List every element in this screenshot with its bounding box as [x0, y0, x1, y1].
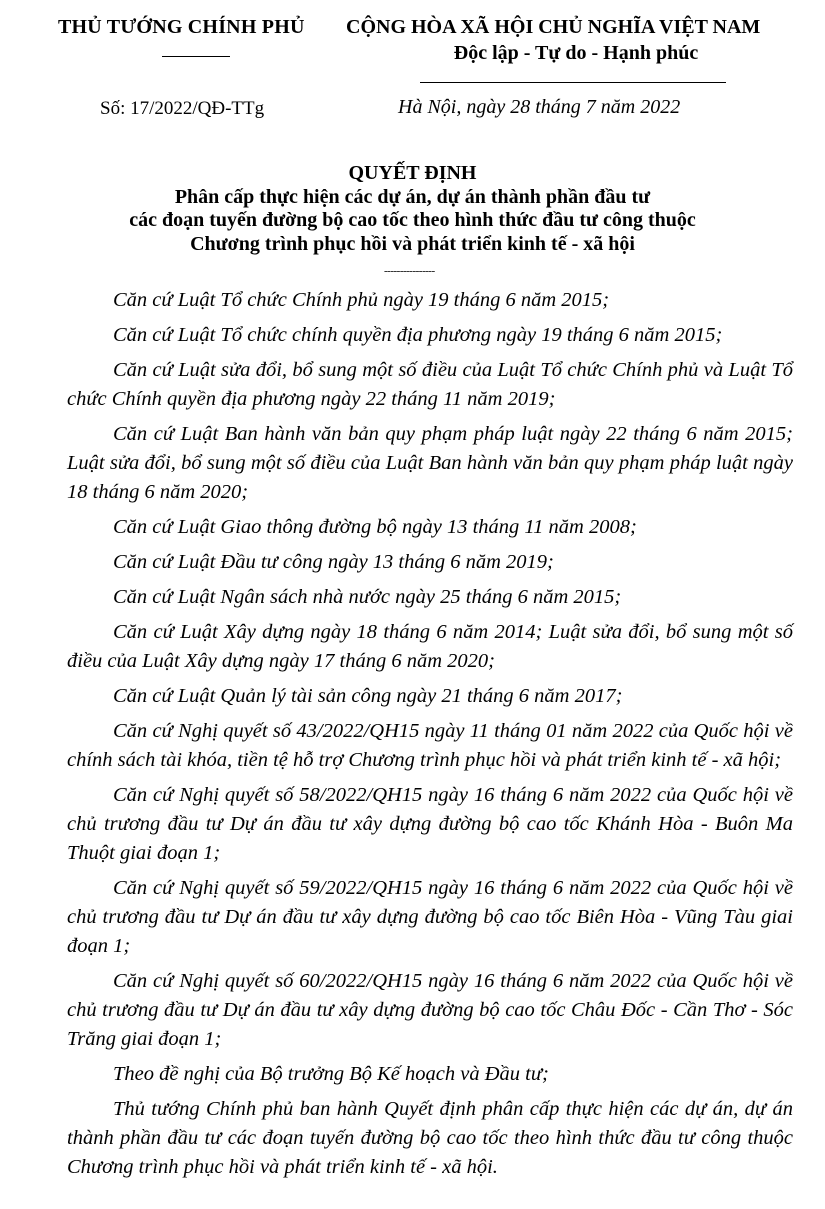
- document-body: [67, 286, 793, 1188]
- title-line-2: các đoạn tuyến đường bộ cao tốc theo hình thức đầu tư công thuộc: [129, 209, 696, 231]
- title-separator: ----------------: [384, 265, 435, 277]
- title-line-3: Chương trình phục hồi và phát triển kinh tế - xã hội: [190, 232, 635, 255]
- paragraph: Căn cứ Luật Đầu tư công ngày 13 tháng 6 năm 2019;: [113, 551, 554, 573]
- national-motto: Độc lập - Tự do - Hạnh phúc: [453, 42, 699, 64]
- paragraph: Căn cứ Luật sửa đổi, bổ sung một số điều của Luật Tổ chức Chính phủ và Luật Tổ chức Chính quyền địa phương ngày 22 tháng 11 năm 2019;: [67, 359, 793, 410]
- paragraph: Căn cứ Nghị quyết số 60/2022/QH15 ngày 16 tháng 6 năm 2022 của Quốc hội về chủ trương đầu tư Dự án đầu tư xây dựng đường bộ cao tốc Châu Đốc - Cần Thơ - Sóc Trăng giai đoạn 1;: [67, 970, 793, 1050]
- document-title-block: [0, 162, 825, 256]
- paragraph: Theo đề nghị của Bộ trưởng Bộ Kế hoạch và Đầu tư;: [113, 1063, 549, 1085]
- paragraph: Căn cứ Nghị quyết số 43/2022/QH15 ngày 11 tháng 01 năm 2022 của Quốc hội về chính sách tài khóa, tiền tệ hỗ trợ Chương trình phục hồi và phát triển kinh tế - xã hội;: [67, 720, 793, 771]
- title-line-1: Phân cấp thực hiện các dự án, dự án thành phần đầu tư: [174, 185, 651, 208]
- paragraph: Căn cứ Luật Ngân sách nhà nước ngày 25 tháng 6 năm 2015;: [113, 586, 622, 608]
- paragraph: Căn cứ Nghị quyết số 59/2022/QH15 ngày 16 tháng 6 năm 2022 của Quốc hội về chủ trương đầu tư Dự án đầu tư xây dựng đường bộ cao tốc Biên Hòa - Vũng Tàu giai đoạn 1;: [67, 877, 793, 957]
- paragraph: Căn cứ Luật Giao thông đường bộ ngày 13 tháng 11 năm 2008;: [113, 516, 637, 538]
- issuer-underline: [162, 56, 230, 57]
- motto-underline: [420, 82, 726, 83]
- paragraph: Căn cứ Luật Tổ chức Chính phủ ngày 19 tháng 6 năm 2015;: [113, 289, 610, 311]
- document-type: QUYẾT ĐỊNH: [348, 162, 477, 184]
- document-place-date: Hà Nội, ngày 28 tháng 7 năm 2022: [398, 96, 681, 118]
- document-number: Số: 17/2022/QĐ-TTg: [100, 98, 265, 119]
- paragraph: Căn cứ Luật Ban hành văn bản quy phạm pháp luật ngày 22 tháng 6 năm 2015; Luật sửa đổi, bổ sung một số điều của Luật Ban hành văn bản quy phạm pháp luật ngày 18 tháng 6 năm 2020;: [67, 423, 793, 503]
- paragraph: Căn cứ Nghị quyết số 58/2022/QH15 ngày 16 tháng 6 năm 2022 của Quốc hội về chủ trương đầu tư Dự án đầu tư xây dựng đường bộ cao tốc Khánh Hòa - Buôn Ma Thuột giai đoạn 1;: [67, 784, 793, 864]
- paragraph: Căn cứ Luật Tổ chức chính quyền địa phương ngày 19 tháng 6 năm 2015;: [113, 324, 723, 346]
- paragraph: Căn cứ Luật Xây dựng ngày 18 tháng 6 năm 2014; Luật sửa đổi, bổ sung một số điều của Luật Xây dựng ngày 17 tháng 6 năm 2020;: [67, 621, 793, 672]
- paragraph: Thủ tướng Chính phủ ban hành Quyết định phân cấp thực hiện các dự án, dự án thành phần đầu tư các đoạn tuyến đường bộ cao tốc theo hình thức đầu tư công thuộc Chương trình phục hồi và phát triển kinh tế - xã hội.: [67, 1098, 793, 1178]
- issuer-name: THỦ TƯỚNG CHÍNH PHỦ: [58, 16, 305, 38]
- paragraph: Căn cứ Luật Quản lý tài sản công ngày 21 tháng 6 năm 2017;: [113, 685, 623, 707]
- nation-name: CỘNG HÒA XÃ HỘI CHỦ NGHĨA VIỆT NAM: [346, 16, 761, 38]
